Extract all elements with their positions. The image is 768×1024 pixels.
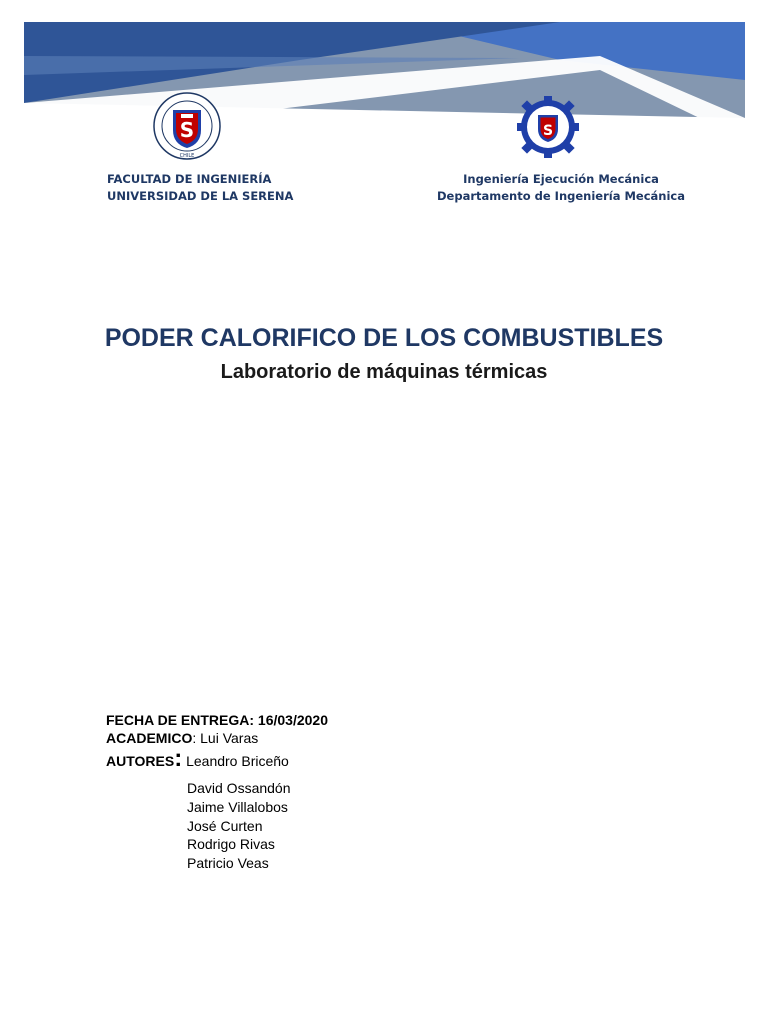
university-name: UNIVERSIDAD DE LA SERENA — [107, 189, 294, 203]
program-name: Ingeniería Ejecución Mecánica — [463, 172, 659, 186]
author-name: José Curten — [187, 818, 263, 834]
universidad-de-la-serena-seal — [151, 92, 223, 160]
departamento-ingenieria-mecanica-gear-seal — [517, 96, 579, 158]
author-name: Leandro Briceño — [186, 753, 289, 769]
faculty-name: FACULTAD DE INGENIERÍA — [107, 172, 272, 186]
authors-line — [106, 745, 289, 772]
left-institution-block — [107, 171, 293, 205]
academic-label: ACADEMICO — [106, 730, 193, 746]
svg-text:S: S — [542, 123, 554, 139]
authors-label: AUTORES — [106, 753, 175, 769]
delivery-date-label: FECHA DE ENTREGA: 16/03/2020 — [106, 712, 328, 728]
document-subtitle: Laboratorio de máquinas térmicas — [220, 361, 548, 383]
authors-colon: : — [174, 745, 183, 772]
academic-line — [106, 730, 258, 746]
svg-text:S: S — [179, 118, 195, 142]
department-name: Departamento de Ingeniería Mecánica — [437, 189, 686, 203]
author-name: Patricio Veas — [187, 855, 269, 871]
right-institution-block — [437, 171, 685, 205]
delivery-date — [106, 712, 328, 728]
author-name: Jaime Villalobos — [187, 799, 288, 815]
author-name: Rodrigo Rivas — [187, 836, 275, 852]
document-title: PODER CALORIFICO DE LOS COMBUSTIBLES — [104, 324, 664, 352]
academic-value: : Lui Varas — [192, 730, 259, 746]
header-banner — [0, 0, 768, 160]
svg-text:CHILE: CHILE — [179, 153, 195, 159]
author-name: David Ossandón — [187, 780, 291, 796]
